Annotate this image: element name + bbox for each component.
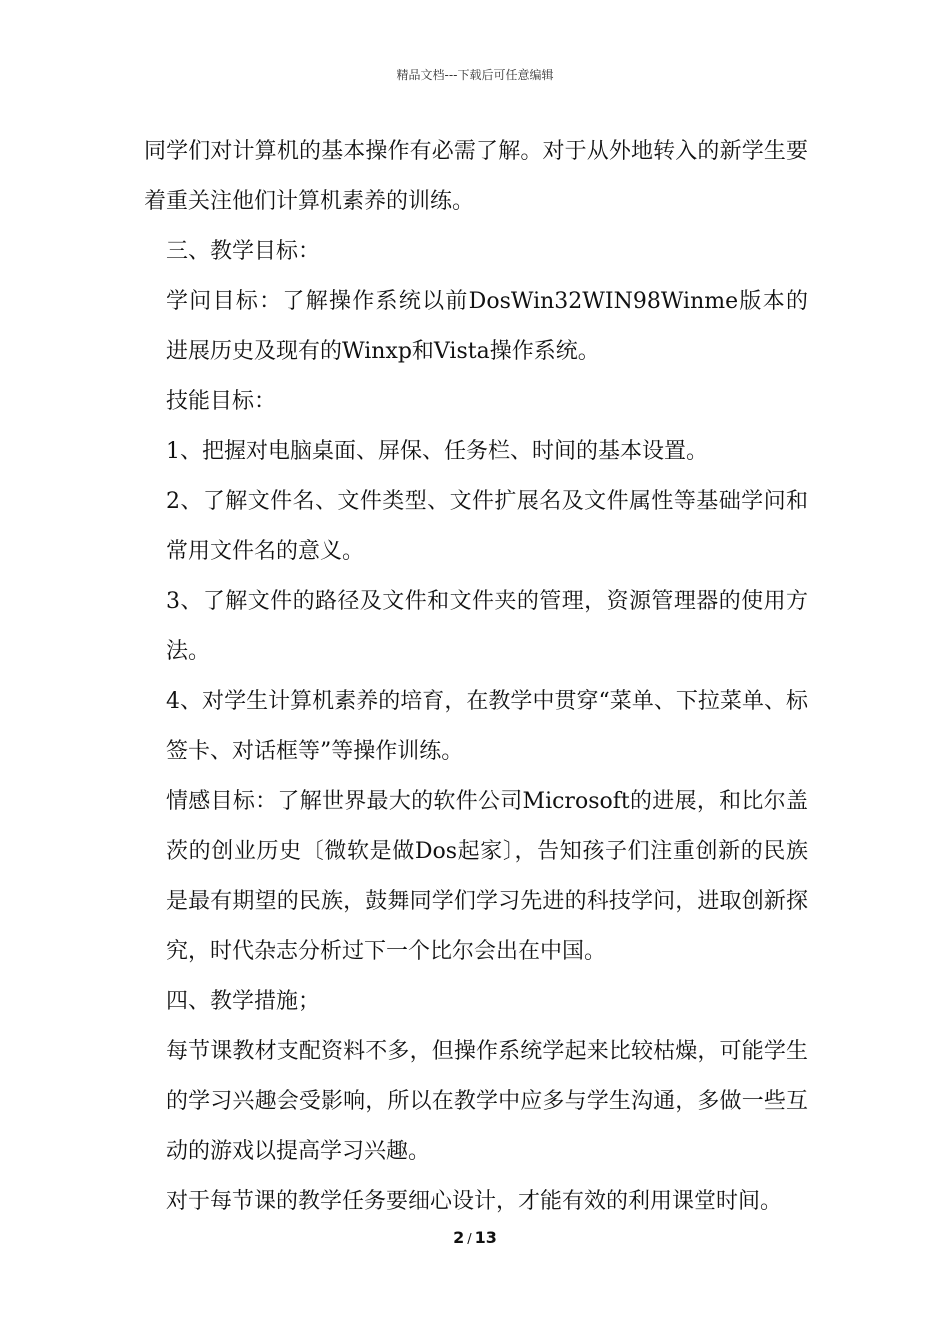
paragraph-measures-2: 对于每节课的教学任务要细心设计，才能有效的利用课堂时间。 — [166, 1189, 783, 1214]
paragraph-emotion-goal: 情感目标：了解世界最大的软件公司Microsoft的进展，和比尔盖茨的创业历史〔微软是做Dos起家〕，告知孩子们注重创新的民族是最有期望的民族，鼓舞同学们学习先进的科技学问，进取创新探究，时代杂志分析过下一个比尔会出在中国。 — [166, 789, 808, 964]
list-item-skill-4: 4、对学生计算机素养的培育，在教学中贯穿“菜单、下拉菜单、标签卡、对话框等”等操作训练。 — [166, 689, 808, 764]
list-item-skill-2: 2、了解文件名、文件类型、文件扩展名及文件属性等基础学问和常用文件名的意义。 — [166, 489, 808, 564]
paragraph-knowledge-goal: 学问目标：了解操作系统以前DosWin32WIN98Winme版本的进展历史及现有的Winxp和Vista操作系统。 — [166, 289, 808, 364]
list-item-skill-1: 1、把握对电脑桌面、屏保、任务栏、时间的基本设置。 — [166, 439, 708, 464]
paragraph-1: 同学们对计算机的基本操作有必需了解。对于从外地转入的新学生要着重关注他们计算机素养的训练。 — [144, 139, 808, 214]
current-page-number: 2 — [453, 1228, 465, 1247]
section-heading-teaching-goals: 三、教学目标： — [166, 239, 321, 264]
page-number-separator: / — [467, 1232, 472, 1247]
page-number — [0, 1228, 950, 1247]
paragraph-measures-1: 每节课教材支配资料不多，但操作系统学起来比较枯燥，可能学生的学习兴趣会受影响，所以在教学中应多与学生沟通，多做一些互动的游戏以提高学习兴趣。 — [166, 1039, 808, 1164]
list-item-skill-3: 3、了解文件的路径及文件和文件夹的管理，资源管理器的使用方法。 — [166, 589, 808, 664]
section-heading-teaching-measures: 四、教学措施； — [166, 989, 321, 1014]
document-body — [144, 127, 808, 1227]
subheading-skill-goals: 技能目标： — [166, 389, 277, 414]
total-pages-number: 13 — [474, 1228, 497, 1247]
page-header: 精品文档---下载后可任意编辑 — [396, 68, 554, 82]
